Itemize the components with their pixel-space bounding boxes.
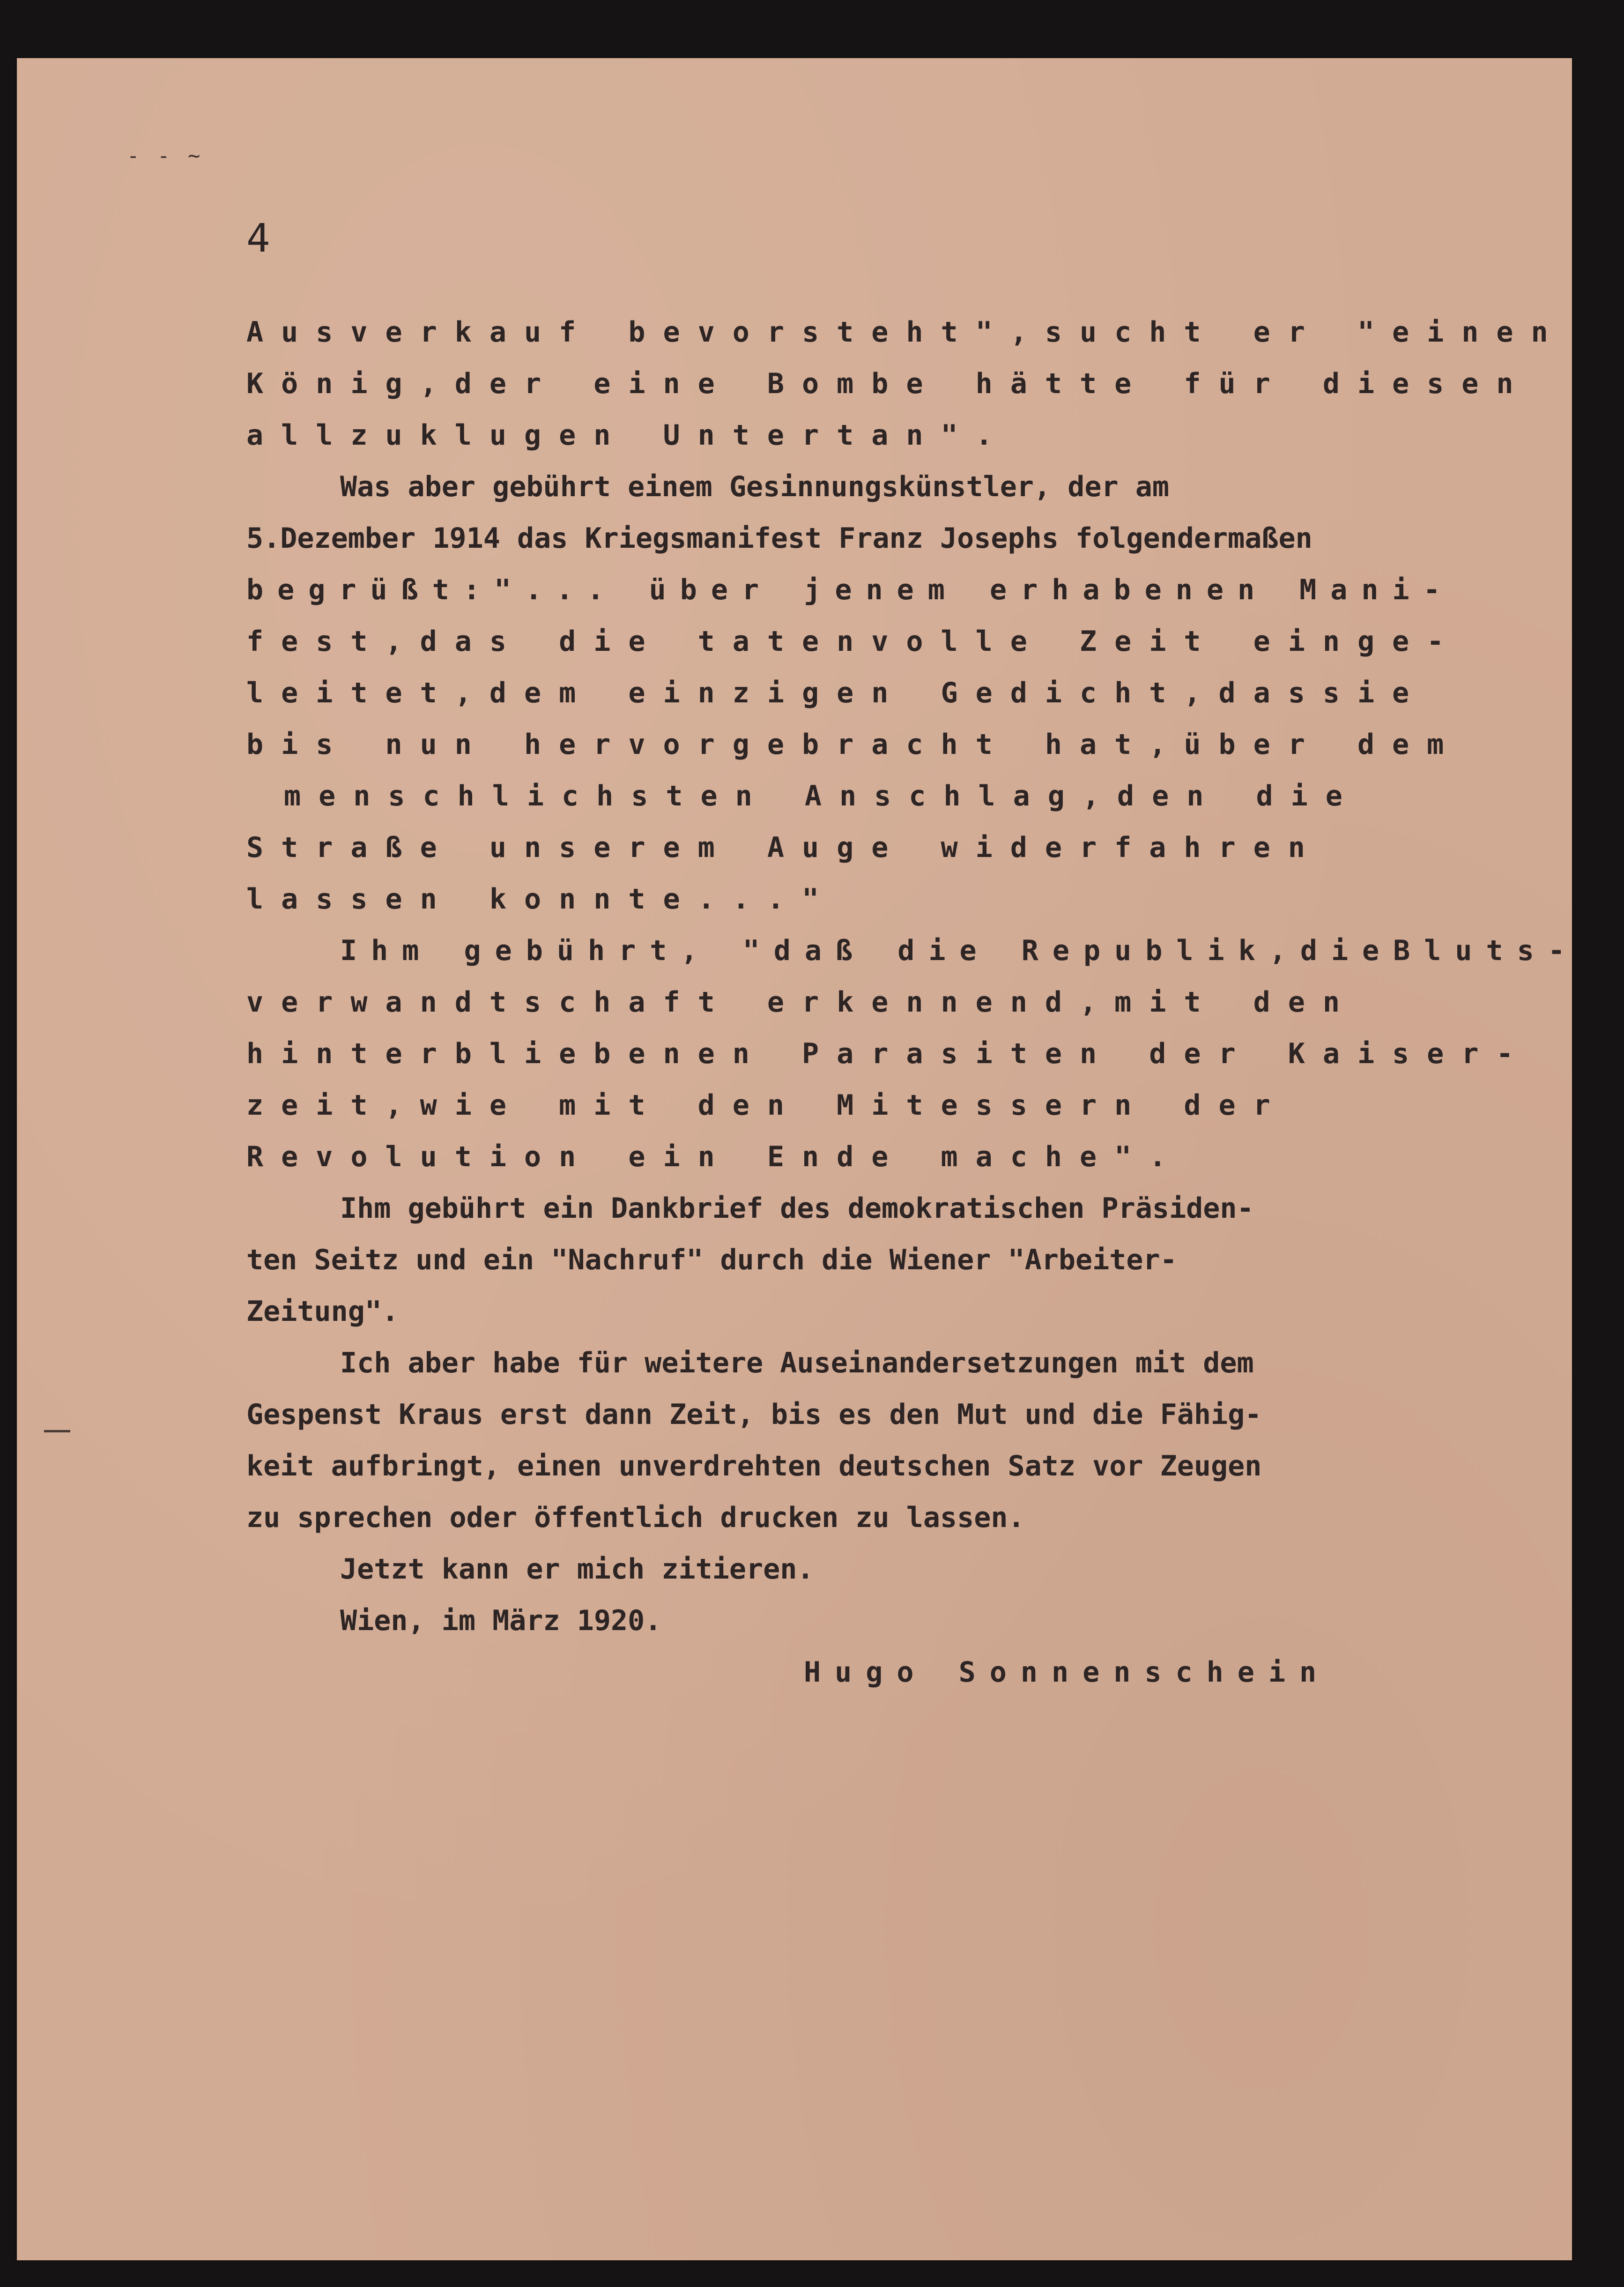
document-page [17, 58, 1579, 2260]
text-line-16: zeit,wie mit den Mitessern der [246, 1089, 1288, 1122]
text-line-1: Ausverkauf bevorsteht",sucht er "einen [246, 316, 1566, 349]
text-line-4: Was aber gebührt einem Gesinnungskünstler, der am [340, 470, 1170, 503]
dateline: Wien, im März 1920. [340, 1604, 662, 1637]
text-line-9: bis nun hervorgebracht hat,über dem [246, 728, 1462, 761]
text-line-23: keit aufbringt, einen unverdrehten deutschen Satz vor Zeugen [246, 1450, 1262, 1482]
text-line-14: verwandtschaft erkennend,mit den [246, 986, 1357, 1019]
text-line-6: begrüßt:"... über jenem erhabenen Mani- [246, 574, 1454, 606]
text-line-17: Revolution ein Ende mache". [246, 1140, 1184, 1173]
text-line-7: fest,das die tatenvolle Zeit einge- [246, 625, 1462, 658]
text-line-5: 5.Dezember 1914 das Kriegsmanifest Franz Josephs folgendermaßen [246, 522, 1313, 555]
text-line-22: Gespenst Kraus erst dann Zeit, bis es den Mut und die Fähig- [246, 1398, 1262, 1431]
text-line-12: lassen konnte..." [246, 883, 837, 916]
text-line-3: allzuklugen Untertan". [246, 419, 1010, 452]
text-line-15: hinterbliebenen Parasiten der Kaiser- [246, 1037, 1531, 1070]
text-line-13: Ihm gebührt, "daß die Republik,dieBluts- [340, 934, 1579, 967]
text-line-2: König,der eine Bombe hätte für diesen [246, 367, 1531, 400]
text-line-24: zu sprechen oder öffentlich drucken zu lassen. [246, 1501, 1025, 1534]
edge-mark: - - ~ [127, 144, 203, 168]
text-line-19: ten Seitz und ein "Nachruf" durch die Wiener "Arbeiter- [246, 1244, 1177, 1276]
text-line-10: menschlichsten Anschlag,den die [284, 780, 1360, 812]
text-line-25: Jetzt kann er mich zitieren. [340, 1553, 814, 1586]
author-signature: Hugo Sonnenschein [804, 1656, 1331, 1689]
text-line-21: Ich aber habe für weitere Auseinandersetzungen mit dem [340, 1347, 1254, 1379]
text-line-20: Zeitung". [246, 1295, 399, 1328]
margin-tick [44, 1430, 70, 1432]
text-line-18: Ihm gebührt ein Dankbrief des demokratischen Präsiden- [340, 1192, 1254, 1225]
page-number: 4 [246, 215, 270, 261]
text-line-11: Straße unserem Auge widerfahren [246, 831, 1323, 864]
text-line-8: leitet,dem einzigen Gedicht,dassie [246, 677, 1427, 709]
